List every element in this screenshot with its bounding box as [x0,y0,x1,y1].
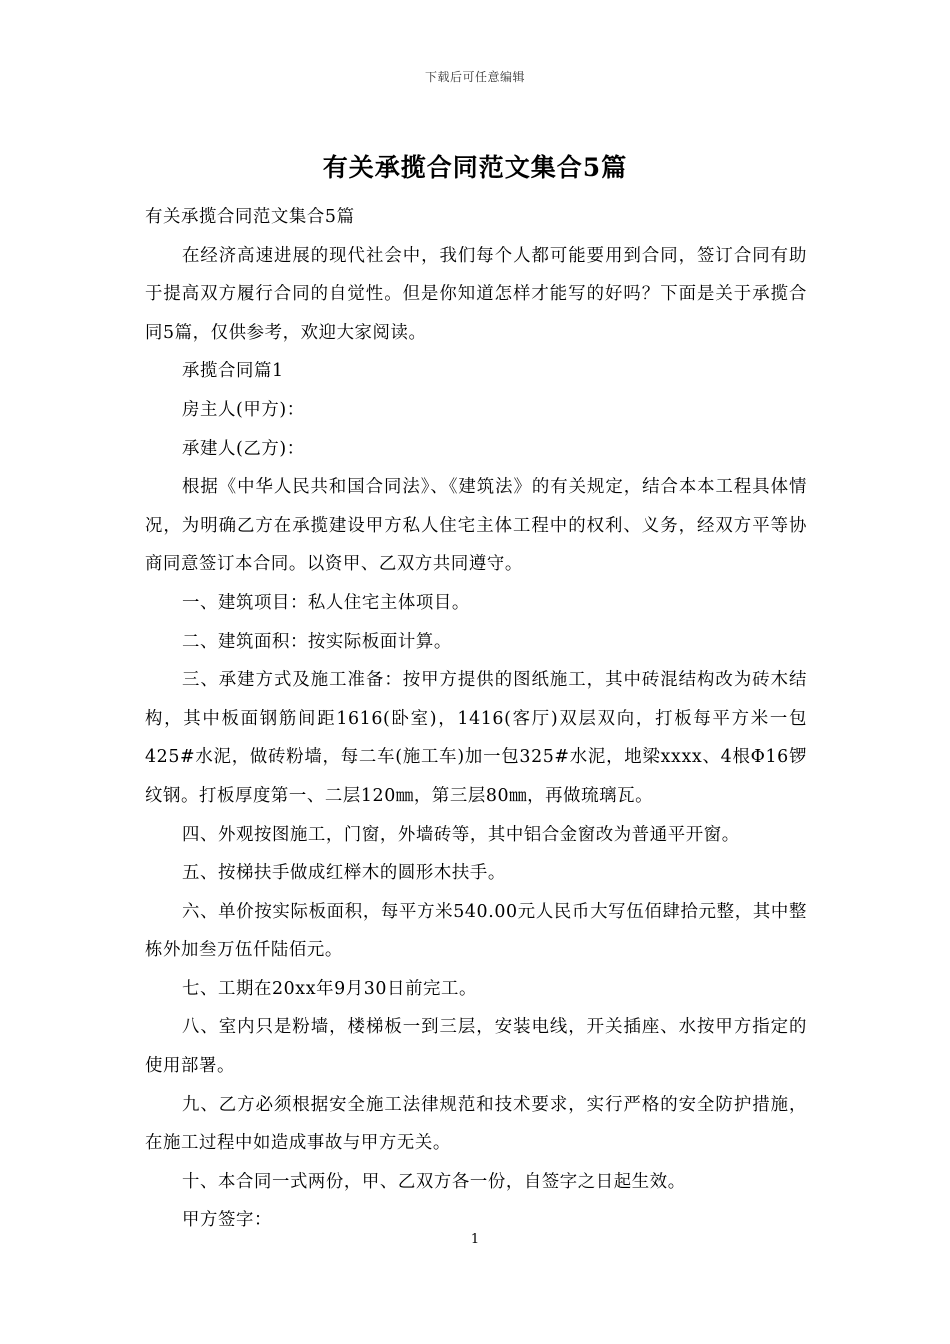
clause-4: 四、外观按图施工，门窗，外墙砖等，其中铝合金窗改为普通平开窗。 [182,824,740,845]
clause-6: 六、单价按实际板面积，每平方米540.00元人民币大写伍佰肆拾元整，其中整栋外加叁万伍仟陆佰元。 [145,901,807,961]
clause-3: 三、承建方式及施工准备：按甲方提供的图纸施工，其中砖混结构改为砖木结构，其中板面钢筋间距1616(卧室)，1416(客厅)双层双向，打板每平方米一包425#水泥，做砖粉墙，每二车(施工车)加一包325#水泥，地梁xxxx、4根Φ16锣纹钢。打板厚度第一、二层120㎜，第三层80㎜，再做琉璃瓦。 [145,670,807,806]
party-a-signature-line: 甲方签字： [182,1210,272,1231]
clause-7: 七、工期在20xx年9月30日前完工。 [182,978,478,999]
subtitle-paragraph: 有关承揽合同范文集合5篇 [145,207,355,227]
clause-9: 九、乙方必须根据安全施工法律规范和技术要求，实行严格的安全防护措施，在施工过程中如造成事故与甲方无关。 [145,1094,807,1154]
clause-5: 五、按梯扶手做成红榉木的圆形木扶手。 [182,863,506,884]
page-number: 1 [470,1232,480,1247]
clause-8: 八、室内只是粉墙，楼梯板一到三层，安装电线，开关插座、水按甲方指定的使用部署。 [145,1017,807,1077]
party-b-line: 承建人(乙方)： [182,438,305,459]
preamble-paragraph: 根据《中华人民共和国合同法》、《建筑法》的有关规定，结合本本工程具体情况，为明确乙方在承揽建设甲方私人住宅主体工程中的权利、义务，经双方平等协商同意签订本合同。以资甲、乙双方共同遵守。 [145,477,807,575]
page-header-note: 下载后可任意编辑 [424,70,525,84]
document-body [145,198,807,1240]
party-a-line: 房主人(甲方)： [182,399,305,420]
document-title: 有关承揽合同范文集合5篇 [322,153,628,182]
clause-1: 一、建筑项目：私人住宅主体项目。 [182,592,470,613]
clause-2: 二、建筑面积：按实际板面计算。 [182,631,452,652]
section-heading: 承揽合同篇1 [182,361,284,382]
clause-10: 十、本合同一式两份，甲、乙双方各一份，自签字之日起生效。 [182,1171,686,1192]
intro-paragraph: 在经济高速进展的现代社会中，我们每个人都可能要用到合同，签订合同有助于提高双方履行合同的自觉性。但是你知道怎样才能写的好吗？下面是关于承揽合同5篇，仅供参考，欢迎大家阅读。 [145,245,807,343]
